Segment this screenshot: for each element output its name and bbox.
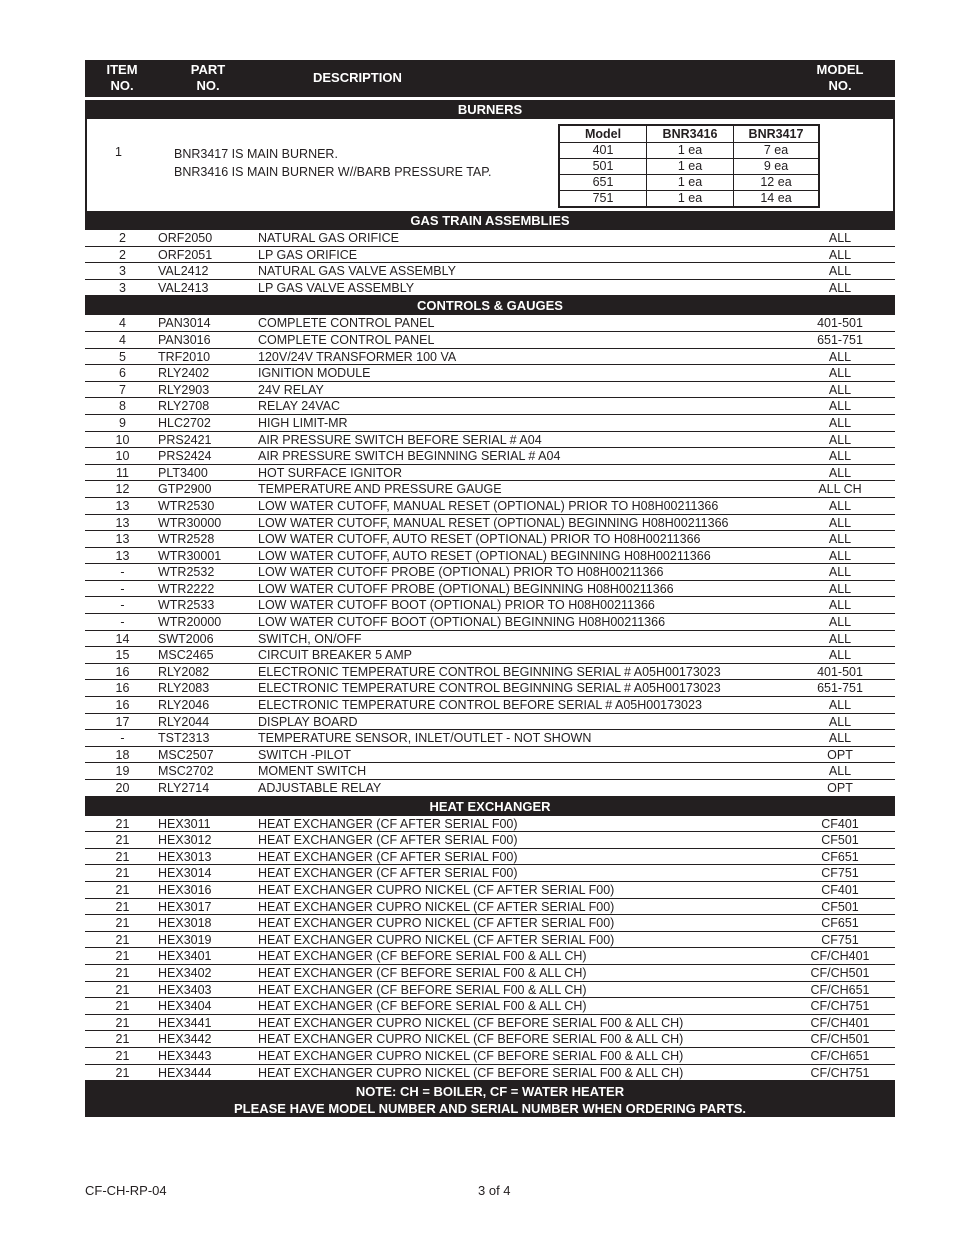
model-no-cell: ALL	[828, 515, 852, 530]
item-no-cell: 21	[115, 899, 130, 914]
model-no-cell: ALL	[828, 648, 852, 663]
description-cell: ELECTRONIC TEMPERATURE CONTROL BEFORE SERIAL # A05H00173023	[258, 698, 702, 713]
model-no-cell: CF/CH401	[810, 949, 870, 964]
item-no-cell: 10	[115, 449, 130, 464]
part-no-cell: WTR2532	[158, 565, 215, 580]
model-no-cell: CF/CH401	[810, 1015, 870, 1030]
part-no-cell: HEX3443	[158, 1048, 212, 1063]
part-no-cell: HEX3401	[158, 949, 212, 964]
model-no-cell: ALL	[828, 449, 852, 464]
part-no-cell: RLY2714	[158, 781, 210, 795]
model-no-cell: CF651	[821, 916, 859, 931]
item-no-cell: 19	[115, 764, 130, 779]
model-no-cell: 651-751	[817, 332, 863, 347]
part-no-cell: HEX3444	[158, 1065, 212, 1080]
part-no-cell: HEX3402	[158, 965, 212, 980]
item-no-cell: -	[120, 731, 125, 746]
burner-model-table	[558, 124, 820, 208]
item-no-cell: 11	[116, 465, 129, 480]
table-row	[85, 465, 895, 482]
model-no-cell: CF651	[821, 849, 859, 864]
burner-note-2: BNR3416 IS MAIN BURNER W//BARB PRESSURE TAP.	[174, 165, 492, 179]
item-no-cell: 17	[115, 714, 130, 729]
description-cell: HEAT EXCHANGER (CF BEFORE SERIAL F00 & ALL CH)	[258, 982, 587, 997]
table-row	[85, 747, 895, 764]
item-no-cell: 13	[115, 498, 130, 513]
description-cell: COMPLETE CONTROL PANEL	[258, 316, 435, 331]
part-no-cell: HEX3403	[158, 982, 212, 997]
item-no-cell: -	[120, 598, 125, 613]
part-no-cell: HEX3442	[158, 1032, 212, 1047]
part-no-cell: TST2313	[158, 731, 210, 746]
table-row	[85, 849, 895, 866]
part-no-cell: VAL2413	[158, 280, 209, 295]
item-no-cell: 16	[115, 681, 130, 696]
model-no-cell: ALL	[828, 366, 852, 381]
burner-table-cell: 7 ea	[734, 143, 820, 159]
part-no-cell: ORF2050	[158, 231, 213, 245]
description-cell: LOW WATER CUTOFF PROBE (OPTIONAL) PRIOR TO H08H00211366	[258, 565, 664, 580]
part-no-cell: RLY2046	[158, 698, 210, 713]
burner-table-cell: 1 ea	[647, 175, 734, 191]
note-line-1: NOTE: CH = BOILER, CF = WATER HEATER	[355, 1084, 625, 1100]
table-row	[85, 515, 895, 532]
item-no-cell: 2	[119, 231, 126, 245]
part-no-cell: TRF2010	[158, 349, 211, 364]
section-title: CONTROLS & GAUGES	[85, 296, 895, 315]
table-row	[85, 280, 895, 297]
table-row	[85, 998, 895, 1015]
item-no-cell: 16	[115, 698, 130, 713]
description-cell: HEAT EXCHANGER (CF BEFORE SERIAL F00 & ALL CH)	[258, 949, 587, 964]
item-no-cell: 10	[115, 432, 130, 447]
burner-table-cell: 9 ea	[734, 159, 820, 175]
table-row	[85, 614, 895, 631]
description-cell: LOW WATER CUTOFF, AUTO RESET (OPTIONAL) PRIOR TO H08H00211366	[258, 532, 701, 547]
model-no-cell: CF751	[821, 932, 859, 947]
description-cell: CIRCUIT BREAKER 5 AMP	[258, 648, 412, 663]
table-row	[85, 247, 895, 264]
item-no-cell: 21	[115, 982, 130, 997]
burner-table-row	[559, 191, 819, 208]
table-row	[85, 365, 895, 382]
table-row	[85, 230, 895, 247]
description-cell: HEAT EXCHANGER (CF AFTER SERIAL F00)	[258, 816, 518, 831]
description-cell: HEAT EXCHANGER CUPRO NICKEL (CF BEFORE SERIAL F00 & ALL CH)	[258, 1032, 684, 1047]
description-cell: TEMPERATURE SENSOR, INLET/OUTLET - NOT SHOWN	[258, 731, 592, 746]
part-no-cell: HEX3016	[158, 882, 212, 897]
part-no-cell: WTR2533	[158, 598, 215, 613]
part-no-cell: WTR30000	[158, 515, 222, 530]
part-no-cell: VAL2412	[158, 264, 209, 279]
model-no-cell: ALL	[828, 382, 852, 397]
description-cell: HEAT EXCHANGER CUPRO NICKEL (CF BEFORE SERIAL F00 & ALL CH)	[258, 1065, 684, 1080]
table-row	[85, 948, 895, 965]
item-no-cell: 3	[119, 264, 126, 279]
item-no-cell: 14	[115, 631, 130, 646]
burner-table-header: BNR3416	[647, 125, 734, 143]
model-no-cell: CF/CH751	[810, 1065, 870, 1080]
description-cell: HEAT EXCHANGER CUPRO NICKEL (CF AFTER SERIAL F00)	[258, 882, 615, 897]
part-no-cell: RLY2903	[158, 382, 210, 397]
part-no-cell: PRS2424	[158, 449, 212, 464]
item-no-cell: -	[120, 615, 125, 630]
burner-table-header: Model	[559, 125, 647, 143]
table-row	[85, 899, 895, 916]
item-no-cell: 21	[115, 816, 130, 831]
description-cell: LOW WATER CUTOFF, AUTO RESET (OPTIONAL) BEGINNING H08H00211366	[258, 548, 711, 563]
description-cell: LOW WATER CUTOFF BOOT (OPTIONAL) BEGINNING H08H00211366	[258, 615, 666, 630]
description-header: DESCRIPTION	[313, 70, 402, 85]
table-row	[85, 332, 895, 349]
description-cell: HEAT EXCHANGER CUPRO NICKEL (CF AFTER SERIAL F00)	[258, 899, 615, 914]
model-no-cell: ALL	[828, 465, 852, 480]
model-no-cell: ALL	[828, 349, 852, 364]
table-row	[85, 780, 895, 797]
table-row	[85, 398, 895, 415]
description-cell: DISPLAY BOARD	[258, 714, 358, 729]
table-row	[85, 481, 895, 498]
part-no-cell: HEX3013	[158, 849, 212, 864]
part-no-cell: RLY2083	[158, 681, 210, 696]
description-cell: LOW WATER CUTOFF, MANUAL RESET (OPTIONAL) BEGINNING H08H00211366	[258, 515, 729, 530]
description-cell: HEAT EXCHANGER CUPRO NICKEL (CF BEFORE SERIAL F00 & ALL CH)	[258, 1015, 684, 1030]
table-row	[85, 597, 895, 614]
description-cell: RELAY 24VAC	[258, 399, 340, 414]
table-row	[85, 1015, 895, 1032]
part-no-cell: RLY2044	[158, 714, 210, 729]
item-no-cell: 21	[115, 882, 130, 897]
part-no-cell: HEX3019	[158, 932, 212, 947]
table-row	[85, 816, 895, 833]
item-no-cell: 13	[115, 532, 130, 547]
table-row	[85, 714, 895, 731]
model-no-cell: ALL	[828, 247, 852, 262]
item-no-cell: 21	[115, 833, 130, 848]
table-row	[85, 932, 895, 949]
burner-table-row	[559, 143, 819, 159]
table-row	[85, 263, 895, 280]
item-no-cell: 21	[115, 965, 130, 980]
description-cell: 120V/24V TRANSFORMER 100 VA	[258, 349, 457, 364]
model-no-cell: 401-501	[817, 664, 863, 679]
model-no-cell: ALL	[828, 399, 852, 414]
parts-list-sheet	[85, 60, 895, 1117]
doc-id: CF-CH-RP-04	[85, 1183, 167, 1198]
model-no-cell: ALL	[828, 415, 852, 430]
model-no-cell: ALL	[828, 764, 852, 779]
description-cell: ELECTRONIC TEMPERATURE CONTROL BEGINNING SERIAL # A05H00173023	[258, 664, 721, 679]
model-no-header: MODEL NO.	[816, 62, 864, 93]
item-no-cell: 5	[119, 349, 126, 364]
burner-table-cell: 401	[559, 143, 647, 159]
model-no-cell: CF751	[821, 866, 859, 881]
item-no-cell: 13	[115, 548, 130, 563]
item-no-cell: 20	[115, 781, 130, 795]
model-no-cell: CF/CH501	[810, 1032, 870, 1047]
model-no-cell: ALL	[828, 731, 852, 746]
description-cell: HIGH LIMIT-MR	[258, 415, 348, 430]
part-no-cell: RLY2708	[158, 399, 210, 414]
description-cell: SWITCH -PILOT	[258, 747, 352, 762]
part-no-cell: HLC2702	[158, 415, 211, 430]
item-no-cell: 7	[119, 382, 126, 397]
part-no-cell: PAN3014	[158, 316, 211, 331]
burner-table-cell: 1 ea	[647, 143, 734, 159]
part-no-cell: MSC2507	[158, 747, 214, 762]
description-cell: NATURAL GAS ORIFICE	[258, 231, 399, 245]
table-row	[85, 581, 895, 598]
model-no-cell: ALL	[828, 280, 852, 295]
model-no-cell: ALL	[828, 581, 852, 596]
part-no-cell: SWT2006	[158, 631, 214, 646]
section-title: GAS TRAIN ASSEMBLIES	[85, 211, 895, 230]
part-no-cell: HEX3012	[158, 833, 212, 848]
model-no-cell: ALL	[828, 231, 852, 245]
item-no-cell: 9	[119, 415, 126, 430]
table-row	[85, 498, 895, 515]
note-line-2: PLEASE HAVE MODEL NUMBER AND SERIAL NUMBER WHEN ORDERING PARTS.	[233, 1101, 747, 1117]
table-row	[85, 647, 895, 664]
burner-table-cell: 1 ea	[647, 159, 734, 175]
part-no-cell: HEX3014	[158, 866, 212, 881]
model-no-cell: ALL	[828, 714, 852, 729]
table-row	[85, 982, 895, 999]
model-no-cell: CF401	[821, 882, 859, 897]
table-row	[85, 915, 895, 932]
burner-table-row	[559, 175, 819, 191]
item-no-cell: 21	[115, 866, 130, 881]
burner-note-1: BNR3417 IS MAIN BURNER.	[174, 147, 338, 161]
table-row	[85, 1048, 895, 1065]
description-cell: AIR PRESSURE SWITCH BEFORE SERIAL # A04	[258, 432, 542, 447]
part-no-cell: ORF2051	[158, 247, 213, 262]
part-no-cell: GTP2900	[158, 482, 212, 497]
description-cell: SWITCH, ON/OFF	[258, 631, 362, 646]
item-no-cell: 6	[119, 366, 126, 381]
table-row	[85, 631, 895, 648]
part-no-cell: PLT3400	[158, 465, 208, 480]
table-row	[85, 832, 895, 849]
description-cell: HOT SURFACE IGNITOR	[258, 465, 403, 480]
description-cell: HEAT EXCHANGER (CF AFTER SERIAL F00)	[258, 833, 518, 848]
table-row	[85, 315, 895, 332]
part-no-cell: HEX3404	[158, 999, 212, 1014]
burner-table-cell: 12 ea	[734, 175, 820, 191]
part-no-cell: HEX3011	[158, 816, 211, 831]
model-no-cell: CF501	[821, 833, 859, 848]
part-no-cell: PRS2421	[158, 432, 212, 447]
table-row	[85, 564, 895, 581]
item-no-cell: 21	[115, 1065, 130, 1080]
part-no-cell: WTR2530	[158, 498, 215, 513]
table-row	[85, 432, 895, 449]
item-no-cell: 21	[115, 1048, 130, 1063]
item-no-cell: 4	[119, 332, 126, 347]
model-no-cell: ALL CH	[818, 482, 862, 497]
description-cell: LP GAS VALVE ASSEMBLY	[258, 280, 415, 295]
part-no-cell: HEX3017	[158, 899, 212, 914]
model-no-cell: CF501	[821, 899, 859, 914]
item-no-cell: -	[120, 565, 125, 580]
description-cell: LP GAS ORIFICE	[258, 247, 358, 262]
section-title: HEAT EXCHANGER	[85, 797, 895, 816]
part-no-cell: WTR2528	[158, 532, 215, 547]
burner-table-row	[559, 159, 819, 175]
part-no-cell: RLY2402	[158, 366, 210, 381]
description-cell: MOMENT SWITCH	[258, 764, 367, 779]
table-row	[85, 882, 895, 899]
table-row	[85, 548, 895, 565]
section-title-burners: BURNERS	[85, 100, 895, 119]
burner-table-cell: 1 ea	[647, 191, 734, 208]
item-no-cell: 4	[119, 316, 126, 331]
description-cell: LOW WATER CUTOFF BOOT (OPTIONAL) PRIOR TO H08H00211366	[258, 598, 655, 613]
page-number: 3 of 4	[478, 1183, 511, 1198]
model-no-cell: 651-751	[817, 681, 863, 696]
item-no-cell: 3	[119, 280, 126, 295]
model-no-cell: ALL	[828, 432, 852, 447]
description-cell: LOW WATER CUTOFF PROBE (OPTIONAL) BEGINNING H08H00211366	[258, 581, 674, 596]
description-cell: IGNITION MODULE	[258, 366, 371, 381]
burner-table-cell: 501	[559, 159, 647, 175]
model-no-cell: ALL	[828, 264, 852, 279]
item-no-cell: 21	[115, 999, 130, 1014]
table-header	[85, 60, 895, 97]
table-row	[85, 382, 895, 399]
table-row	[85, 349, 895, 366]
table-row	[85, 415, 895, 432]
description-cell: AIR PRESSURE SWITCH BEGINNING SERIAL # A04	[258, 449, 561, 464]
description-cell: HEAT EXCHANGER (CF BEFORE SERIAL F00 & ALL CH)	[258, 999, 587, 1014]
item-no-cell: 21	[115, 849, 130, 864]
model-no-cell: OPT	[827, 747, 853, 762]
model-no-cell: 401-501	[817, 316, 863, 331]
part-no-cell: MSC2702	[158, 764, 214, 779]
description-cell: ADJUSTABLE RELAY	[258, 781, 382, 795]
burner-table-cell: 751	[559, 191, 647, 208]
burner-table-cell: 651	[559, 175, 647, 191]
model-no-cell: ALL	[828, 615, 852, 630]
burner-table-header: BNR3417	[734, 125, 820, 143]
item-no-cell: 13	[115, 515, 130, 530]
burner-notes	[174, 145, 491, 181]
item-no-cell: 21	[115, 916, 130, 931]
model-no-cell: ALL	[828, 565, 852, 580]
table-row	[85, 865, 895, 882]
item-no-cell: 16	[115, 664, 130, 679]
part-no-cell: RLY2082	[158, 664, 210, 679]
item-no-cell: 12	[115, 482, 130, 497]
item-no-cell: 21	[115, 949, 130, 964]
ordering-note	[85, 1081, 895, 1117]
part-no-cell: HEX3441	[158, 1015, 212, 1030]
description-cell: LOW WATER CUTOFF, MANUAL RESET (OPTIONAL) PRIOR TO H08H00211366	[258, 498, 719, 513]
model-no-cell: ALL	[828, 548, 852, 563]
item-no-cell: 15	[115, 648, 130, 663]
table-row	[85, 730, 895, 747]
model-no-cell: CF/CH651	[810, 982, 870, 997]
description-cell: ELECTRONIC TEMPERATURE CONTROL BEGINNING SERIAL # A05H00173023	[258, 681, 721, 696]
item-no-cell: -	[120, 581, 125, 596]
part-no-cell: WTR20000	[158, 615, 222, 630]
item-no-cell: 21	[115, 1015, 130, 1030]
model-no-cell: CF/CH651	[810, 1048, 870, 1063]
description-cell: HEAT EXCHANGER CUPRO NICKEL (CF AFTER SERIAL F00)	[258, 916, 615, 931]
item-no-cell: 2	[119, 247, 126, 262]
item-no-cell: 21	[115, 932, 130, 947]
description-cell: NATURAL GAS VALVE ASSEMBLY	[258, 264, 456, 279]
description-cell: HEAT EXCHANGER CUPRO NICKEL (CF AFTER SERIAL F00)	[258, 932, 615, 947]
model-no-cell: CF/CH501	[810, 965, 870, 980]
table-row	[85, 664, 895, 681]
item-no-cell: 21	[115, 1032, 130, 1047]
burner-table-cell: 14 ea	[734, 191, 820, 208]
table-row	[85, 680, 895, 697]
table-row	[85, 697, 895, 714]
part-no-header: PART NO.	[190, 62, 226, 93]
model-no-cell: ALL	[828, 631, 852, 646]
description-cell: HEAT EXCHANGER CUPRO NICKEL (CF BEFORE SERIAL F00 & ALL CH)	[258, 1048, 684, 1063]
part-no-cell: PAN3016	[158, 332, 211, 347]
model-no-cell: ALL	[828, 698, 852, 713]
table-row	[85, 448, 895, 465]
description-cell: COMPLETE CONTROL PANEL	[258, 332, 435, 347]
model-no-cell: ALL	[828, 498, 852, 513]
description-cell: HEAT EXCHANGER (CF BEFORE SERIAL F00 & ALL CH)	[258, 965, 587, 980]
model-no-cell: CF/CH751	[810, 999, 870, 1014]
part-no-cell: WTR30001	[158, 548, 222, 563]
description-cell: 24V RELAY	[258, 382, 324, 397]
model-no-cell: ALL	[828, 598, 852, 613]
burner-item-no: 1	[115, 145, 122, 159]
description-cell: TEMPERATURE AND PRESSURE GAUGE	[258, 482, 502, 497]
part-no-cell: WTR2222	[158, 581, 215, 596]
description-cell: HEAT EXCHANGER (CF AFTER SERIAL F00)	[258, 866, 518, 881]
item-no-cell: 8	[119, 399, 126, 414]
table-row	[85, 531, 895, 548]
part-no-cell: HEX3018	[158, 916, 212, 931]
table-row	[85, 1031, 895, 1048]
item-no-cell: 18	[115, 747, 130, 762]
model-no-cell: CF401	[821, 816, 859, 831]
part-no-cell: MSC2465	[158, 648, 214, 663]
model-no-cell: OPT	[827, 781, 853, 795]
item-no-header: ITEM NO.	[106, 62, 138, 93]
model-no-cell: ALL	[828, 532, 852, 547]
description-cell: HEAT EXCHANGER (CF AFTER SERIAL F00)	[258, 849, 518, 864]
burners-block	[85, 119, 895, 211]
table-row	[85, 763, 895, 780]
table-row	[85, 1065, 895, 1082]
table-row	[85, 965, 895, 982]
